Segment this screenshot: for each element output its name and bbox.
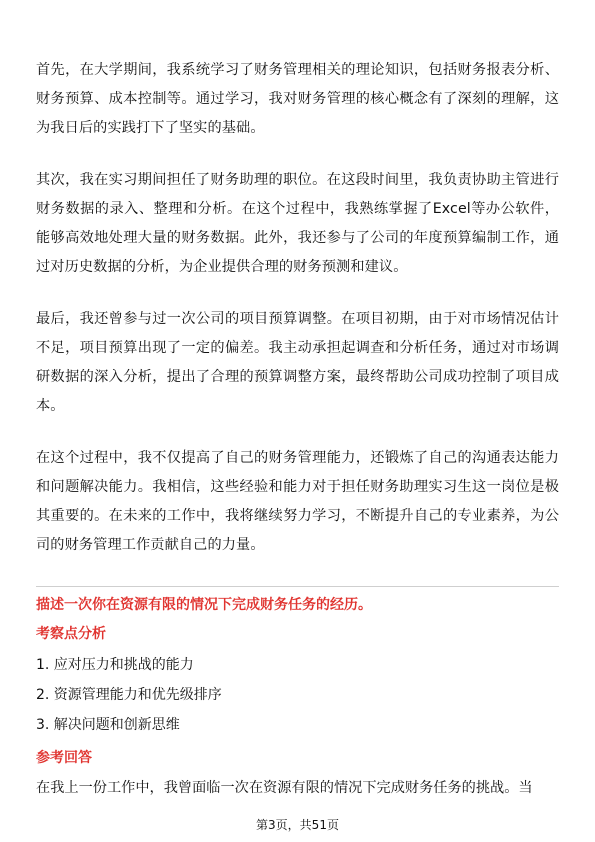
- paragraph-1: 首先，在大学期间，我系统学习了财务管理相关的理论知识，包括财务报表分析、财务预算、成本控制等。通过学习，我对财务管理的核心概念有了深刻的理解，这为我日后的实践打下了坚实的基础。: [36, 62, 559, 136]
- section-divider: [36, 586, 559, 587]
- list-item: 1. 应对压力和挑战的能力: [36, 657, 194, 673]
- question-title: 描述一次你在资源有限的情况下完成财务任务的经历。: [36, 597, 372, 613]
- analysis-points: [36, 650, 559, 740]
- paragraph-2: 其次，我在实习期间担任了财务助理的职位。在这段时间里，我负责协助主管进行财务数据的录入、整理和分析。在这个过程中，我熟练掌握了Excel等办公软件，能够高效地处理大量的财务数据。此外，我还参与了公司的年度预算编制工作，通过对历史数据的分析，为企业提供合理的财务预测和建议。: [36, 172, 559, 275]
- page-number: 第3页，共51页: [256, 818, 339, 832]
- body-text: [36, 56, 559, 560]
- list-item: 3. 解决问题和创新思维: [36, 717, 180, 733]
- answer-heading: 参考回答: [36, 750, 92, 766]
- list-item: 2. 资源管理能力和优先级排序: [36, 687, 222, 703]
- analysis-heading: 考察点分析: [36, 626, 106, 642]
- paragraph-3: 最后，我还曾参与过一次公司的项目预算调整。在项目初期，由于对市场情况估计不足，项目预算出现了一定的偏差。我主动承担起调查和分析任务，通过对市场调研数据的深入分析，提出了合理的预算调整方案，最终帮助公司成功控制了项目成本。: [36, 311, 559, 414]
- paragraph-4: 在这个过程中，我不仅提高了自己的财务管理能力，还锻炼了自己的沟通表达能力和问题解决能力。我相信，这些经验和能力对于担任财务助理实习生这一岗位是极其重要的。在未来的工作中，我将继续努力学习，不断提升自己的专业素养，为公司的财务管理工作贡献自己的力量。: [36, 450, 559, 553]
- answer-text: 在我上一份工作中，我曾面临一次在资源有限的情况下完成财务任务的挑战。当: [36, 780, 533, 796]
- question-section: [36, 592, 559, 803]
